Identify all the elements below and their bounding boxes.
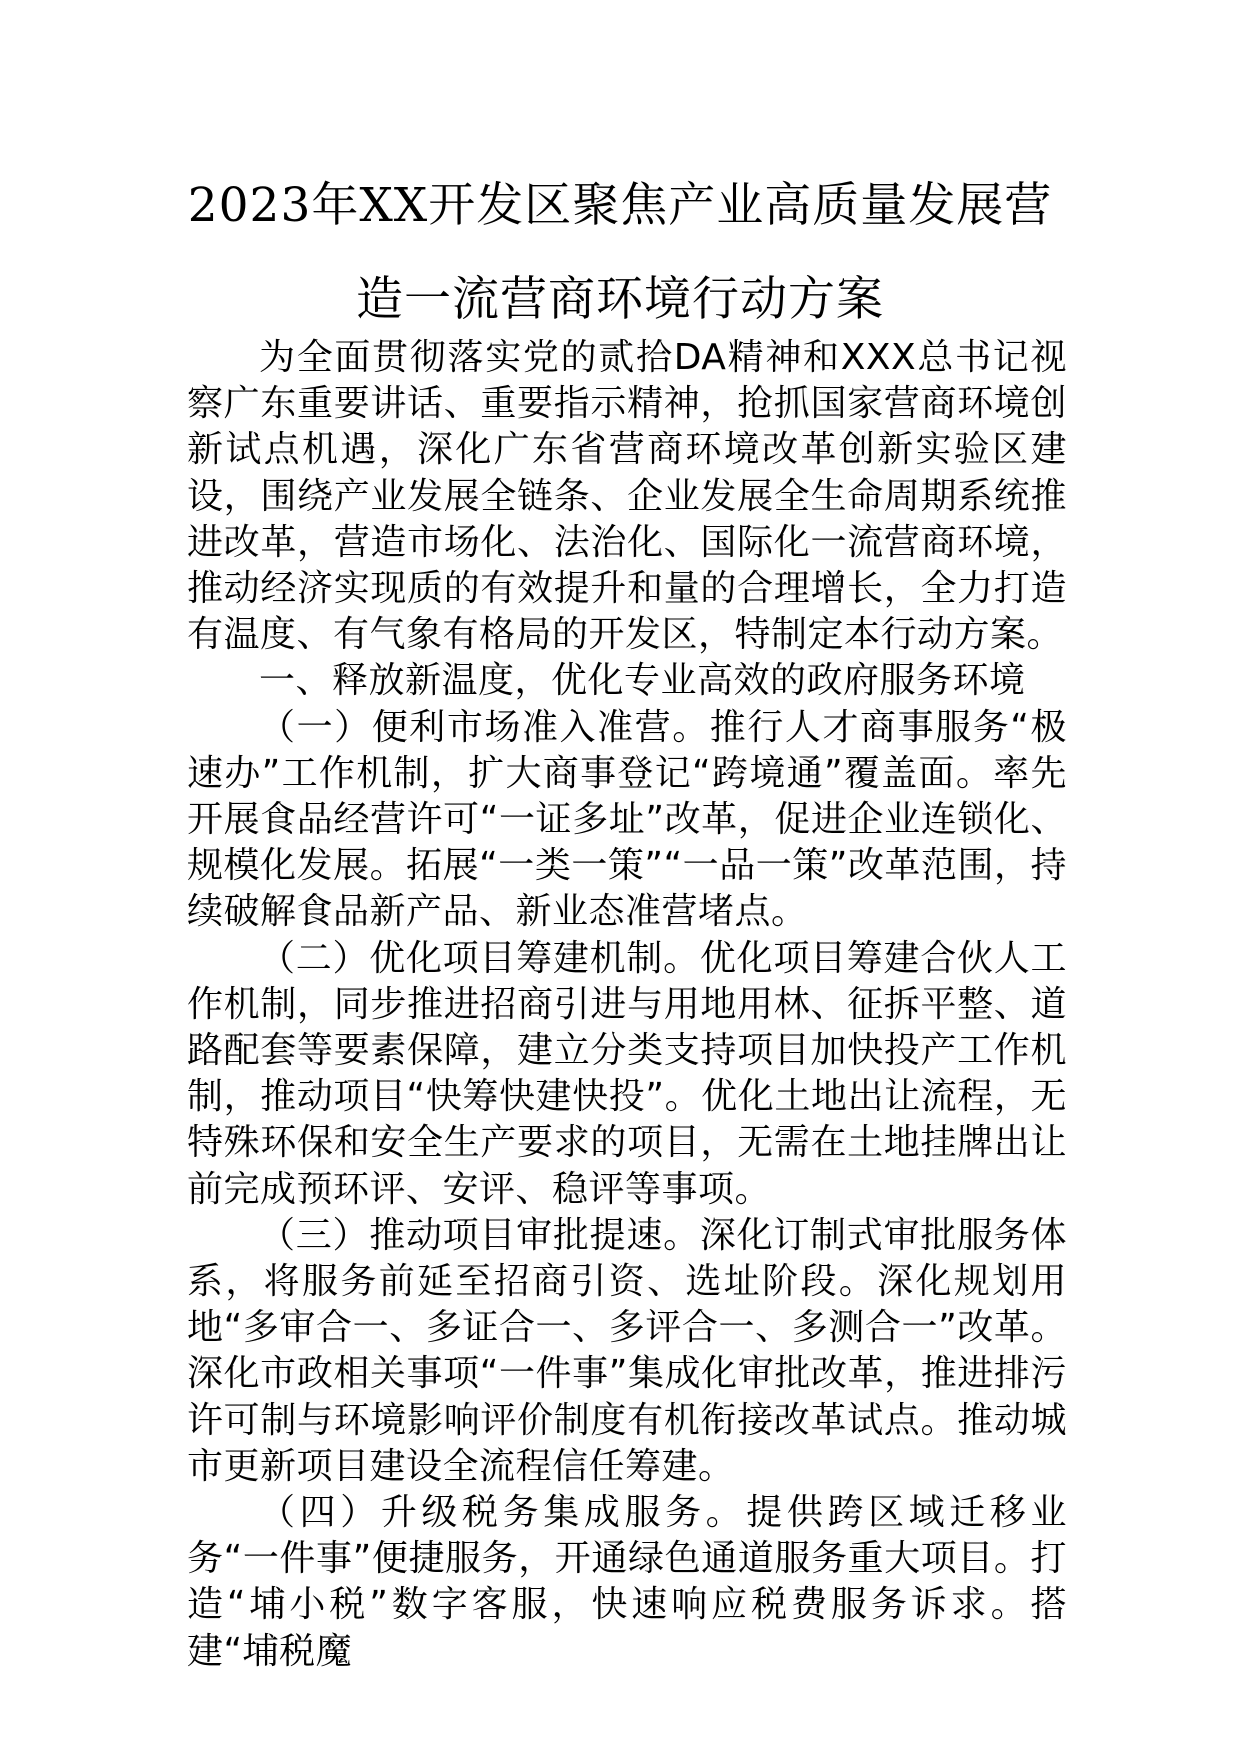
document-title-line-1: 2023年XX开发区聚焦产业高质量发展营 [187,178,1053,233]
paragraph-item-1: （一）便利市场准入准营。推行人才商事服务“极速办”工作机制，扩大商事登记“跨境通”覆盖面。率先开展食品经营许可“一证多址”改革，促进企业连锁化、规模化发展。拓展“一类一策”“一品一策”改革范围，持续破解食品新产品、新业态准营堵点。 [187,706,1067,933]
paragraph-item-3: （三）推动项目审批提速。深化订制式审批服务体系，将服务前延至招商引资、选址阶段。深化规划用地“多审合一、多证合一、多评合一、多测合一”改革。深化市政相关事项“一件事”集成化审批改革，推进排污许可制与环境影响评价制度有机衔接改革试点。推动城市更新项目建设全流程信任筹建。 [187,1214,1067,1487]
document-title-line-2: 造一流营商环境行动方案 [356,272,884,327]
paragraph-item-2: （二）优化项目筹建机制。优化项目筹建合伙人工作机制，同步推进招商引进与用地用林、征拆平整、道路配套等要素保障，建立分类支持项目加快投产工作机制，推动项目“快筹快建快投”。优化土地出让流程，无特殊环保和安全生产要求的项目，无需在土地挂牌出让前完成预环评、安评、稳评等事项。 [187,937,1067,1210]
document-body [187,335,1067,1675]
paragraph-intro: 为全面贯彻落实党的贰拾DA精神和XXX总书记视察广东重要讲话、重要指示精神，抢抓国家营商环境创新试点机遇，深化广东省营商环境改革创新实验区建设，围绕产业发展全链条、企业发展全生命周期系统推进改革，营造市场化、法治化、国际化一流营商环境，推动经济实现质的有效提升和量的合理增长，全力打造有温度、有气象有格局的开发区，特制定本行动方案。 [187,337,1067,656]
paragraph-item-4: （四）升级税务集成服务。提供跨区域迁移业务“一件事”便捷服务，开通绿色通道服务重大项目。打造“埔小税”数字客服，快速响应税费服务诉求。搭建“埔税魔 [187,1492,1067,1672]
section-heading-1: 一、释放新温度，优化专业高效的政府服务环境 [259,660,1026,702]
